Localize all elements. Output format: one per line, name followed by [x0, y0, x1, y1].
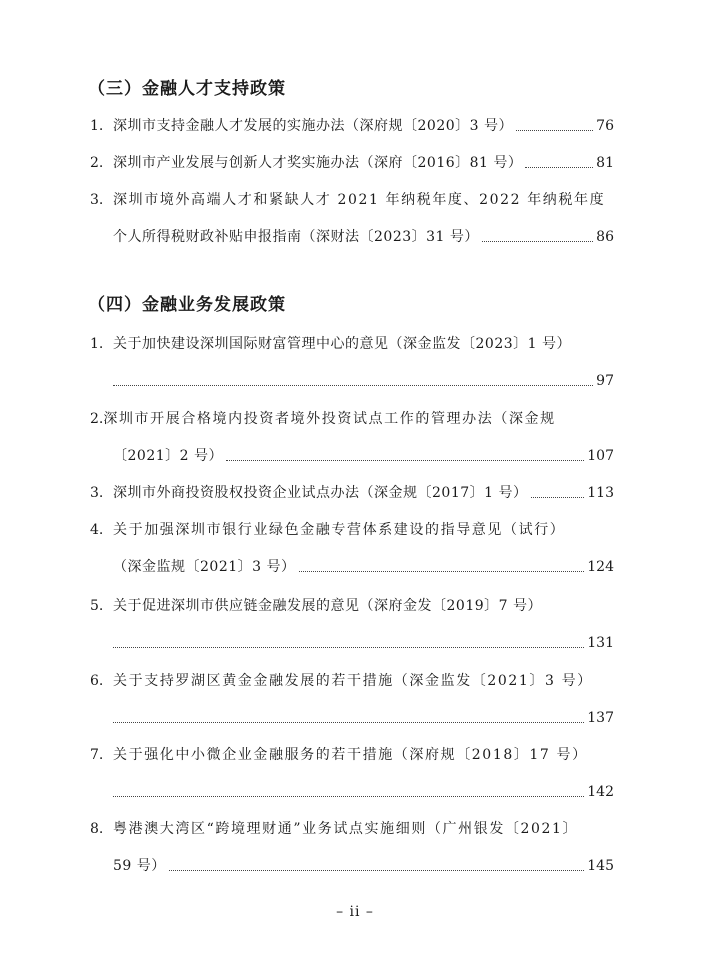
- toc-entry-continuation[interactable]: [113, 367, 614, 391]
- dot-leader: [113, 795, 584, 797]
- entry-title: 关于强化中小微企业金融服务的若干措施（深府规〔2018〕17 号）: [113, 747, 588, 763]
- entry-number: 3.: [90, 485, 104, 501]
- entry-number: 2.: [90, 411, 104, 427]
- dot-leader: [482, 240, 593, 242]
- entry-title-continued: 59 号）: [113, 858, 166, 874]
- toc-entry[interactable]: [90, 112, 614, 136]
- entry-title: 深圳市产业发展与创新人才奖实施办法（深府〔2016〕81 号）: [113, 155, 523, 171]
- entry-title-continued: 个人所得税财政补贴申报指南（深财法〔2023〕31 号）: [113, 229, 479, 245]
- page-number: – ii –: [336, 904, 374, 920]
- dot-leader: [169, 869, 585, 871]
- dot-leader: [113, 721, 584, 723]
- entry-page: 113: [587, 485, 614, 501]
- entry-page: 81: [596, 155, 614, 171]
- dot-leader: [113, 646, 584, 648]
- entry-title: 深圳市开展合格境内投资者境外投资试点工作的管理办法（深金规: [103, 411, 556, 427]
- entry-title-continued: （深金监规〔2021〕3 号）: [113, 559, 296, 575]
- entry-title: 关于支持罗湖区黄金金融发展的若干措施（深金监发〔2021〕3 号）: [113, 673, 593, 689]
- entry-page: 124: [587, 559, 614, 575]
- entry-number: 8.: [90, 821, 104, 837]
- entry-number: 1.: [90, 118, 104, 134]
- entry-page: 86: [596, 229, 614, 245]
- toc-entry[interactable]: [90, 186, 614, 210]
- entry-number: 2.: [90, 155, 104, 171]
- dot-leader: [516, 129, 593, 131]
- toc-entry[interactable]: [90, 405, 614, 429]
- entry-number: 3.: [90, 192, 104, 208]
- entry-title: 关于加快建设深圳国际财富管理中心的意见（深金监发〔2023〕1 号）: [113, 336, 571, 352]
- entry-number: 1.: [90, 336, 104, 352]
- entry-title: 深圳市外商投资股权投资企业试点办法（深金规〔2017〕1 号）: [113, 485, 528, 501]
- dot-leader: [226, 459, 584, 461]
- entry-page: 107: [587, 448, 614, 464]
- entry-page: 142: [587, 784, 614, 800]
- entry-number: 4.: [90, 522, 104, 538]
- entry-title: 粤港澳大湾区“跨境理财通”业务试点实施细则（广州银发〔2021〕: [113, 821, 579, 837]
- toc-entry[interactable]: [90, 667, 614, 691]
- entry-page: 97: [596, 373, 614, 389]
- entry-number: 5.: [90, 598, 104, 614]
- toc-entry[interactable]: [90, 815, 614, 839]
- toc-entry-continuation[interactable]: [113, 223, 614, 247]
- toc-entry-continuation[interactable]: [113, 704, 614, 728]
- toc-entry[interactable]: [90, 149, 614, 173]
- toc-entry-continuation[interactable]: [113, 629, 614, 653]
- toc-entry[interactable]: [90, 592, 614, 616]
- dot-leader: [525, 166, 593, 168]
- toc-entry[interactable]: [90, 741, 614, 765]
- dot-leader: [113, 384, 593, 386]
- toc-entry[interactable]: [90, 479, 614, 503]
- entry-page: 137: [587, 710, 614, 726]
- toc-entry[interactable]: [90, 330, 614, 354]
- toc-entry-continuation[interactable]: [113, 852, 614, 876]
- entry-title: 关于加强深圳市银行业绿色金融专营体系建设的指导意见（试行）: [113, 522, 566, 538]
- entry-number: 7.: [90, 747, 104, 763]
- entry-title: 关于促进深圳市供应链金融发展的意见（深府金发〔2019〕7 号）: [113, 598, 542, 614]
- section-heading: （三）金融人才支持政策: [88, 79, 286, 99]
- toc-entry-continuation[interactable]: [113, 778, 614, 802]
- section-heading: （四）金融业务发展政策: [88, 295, 286, 315]
- entry-title-continued: 〔2021〕2 号）: [113, 448, 223, 464]
- toc-entry-continuation[interactable]: [113, 442, 614, 466]
- entry-page: 131: [587, 635, 614, 651]
- entry-page: 76: [596, 118, 614, 134]
- entry-title: 深圳市境外高端人才和紧缺人才 2021 年纳税年度、2022 年纳税年度: [113, 192, 606, 208]
- toc-entry[interactable]: [90, 516, 614, 540]
- entry-number: 6.: [90, 673, 104, 689]
- dot-leader: [531, 496, 585, 498]
- dot-leader: [299, 570, 585, 572]
- toc-entry-continuation[interactable]: [113, 553, 614, 577]
- entry-page: 145: [587, 858, 614, 874]
- entry-title: 深圳市支持金融人才发展的实施办法（深府规〔2020〕3 号）: [113, 118, 513, 134]
